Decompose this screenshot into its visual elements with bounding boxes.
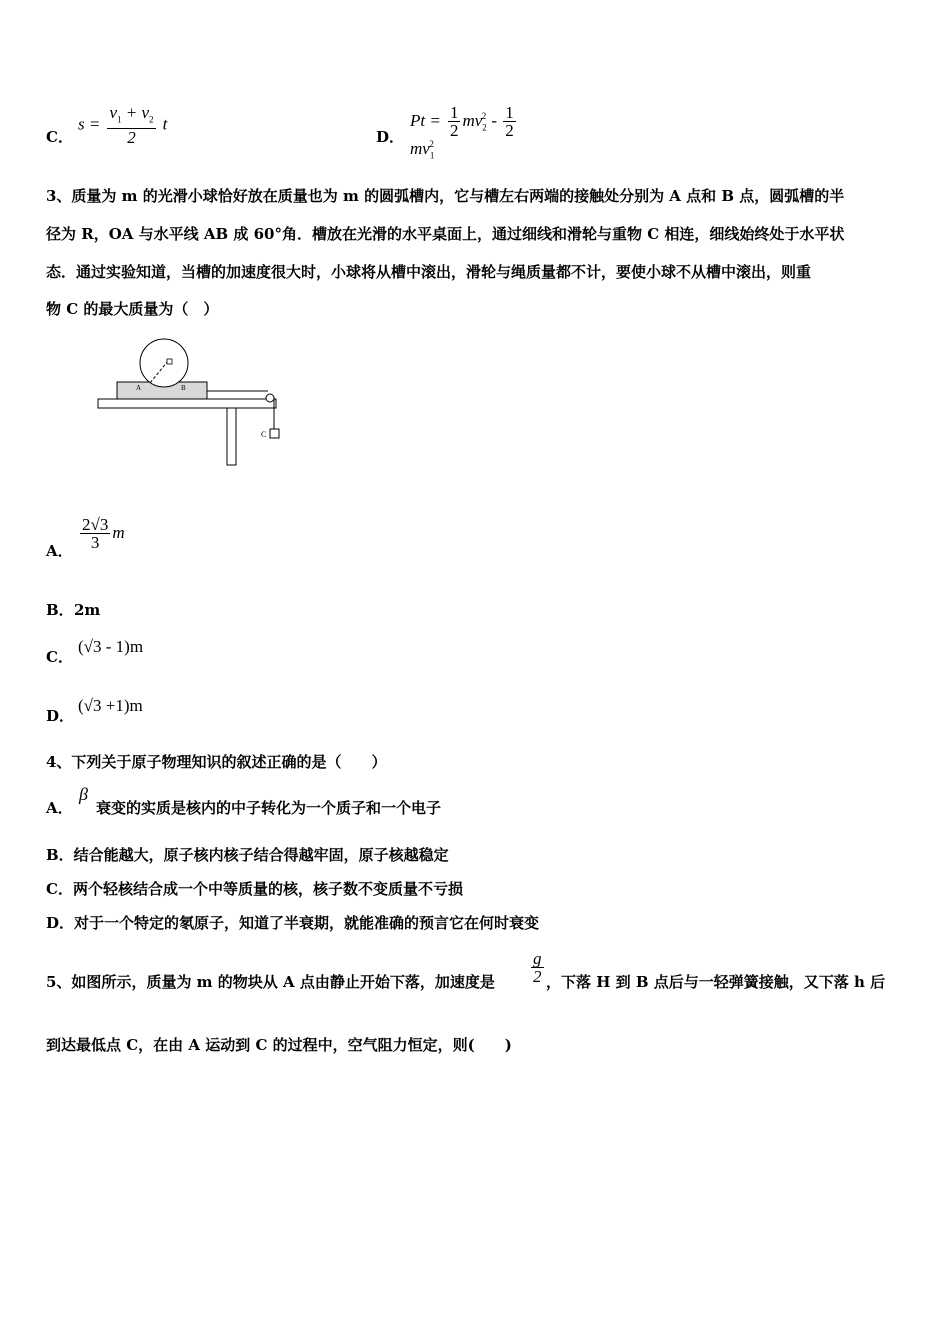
q3-option-a-label: A． xyxy=(46,542,73,560)
q3-option-a-formula xyxy=(78,516,125,551)
prev-option-c-formula: s = $\frac{v_1 + v_2}{2}$ t xyxy=(78,103,168,148)
q5-stem-line2: 到达最低点 C，在由 A 运动到 C 的过程中，空气阻力恒定，则( ) xyxy=(46,1036,512,1054)
q3-stem-line3: 态．通过实验知道，当槽的加速度很大时，小球将从槽中滚出，滑轮与绳质量都不计，要使小球不从槽中滚出，则重 xyxy=(46,263,812,281)
q4-option-d: D．对于一个特定的氡原子，知道了半衰期，就能准确的预言它在何时衰变 xyxy=(46,914,540,932)
weight-c xyxy=(270,429,279,438)
q4-option-a-text: 衰变的实质是核内的中子转化为一个质子和一个电子 xyxy=(96,799,442,817)
q3-figure xyxy=(90,335,290,470)
q4-option-a-label: A． xyxy=(46,799,73,817)
label-a: A xyxy=(136,384,142,392)
q3-stem-line2: 径为 R，OA 与水平线 AB 成 60°角．槽放在光滑的水平桌面上，通过细线和滑轮与重物 C 相连，细线始终处于水平状 xyxy=(46,225,845,243)
prev-option-c-label: C． xyxy=(46,128,73,146)
beta-symbol: β xyxy=(79,784,88,804)
q4-stem: 4、下列关于原子物理知识的叙述正确的是（ ） xyxy=(46,753,387,771)
q3-option-a-tail: m xyxy=(112,523,125,542)
q5-frac-den: 2 xyxy=(533,967,542,986)
q3-option-b-text: 2m xyxy=(74,601,101,619)
table-leg xyxy=(227,408,236,465)
q5-stem-part2: ，下落 H 到 B 点后与一轻弹簧接触，又下落 h 后 xyxy=(546,973,886,991)
q3-option-c-text: (√3 - 1)m xyxy=(78,637,144,656)
table-top xyxy=(98,399,276,408)
prev-option-d-formula: Pt = $\frac{1}{2}$ $mv_2^2$ - $\frac{1}{2}$ $mv_1^2$ xyxy=(410,103,514,161)
center-o xyxy=(167,359,172,364)
label-b: B xyxy=(181,384,186,392)
pulley xyxy=(266,394,274,402)
q4-option-b: B．结合能越大，原子核内核子结合得越牢固，原子核越稳定 xyxy=(46,846,449,864)
label-c: C xyxy=(261,430,267,439)
q3-option-a-denominator: 3 xyxy=(90,533,100,552)
q3-option-a-numerator: 2√3 xyxy=(82,515,109,534)
q3-option-b-label: B． xyxy=(46,601,74,619)
q3-stem-line4: 物 C 的最大质量为（ ） xyxy=(46,300,219,318)
velocity-average-fraction: $\frac{v_1 + v_2}{2}$ xyxy=(109,103,154,148)
prev-option-d-label: D． xyxy=(376,128,405,146)
q3-option-c-label: C． xyxy=(46,648,73,666)
q3-option-d-text: (√3 +1)m xyxy=(78,696,143,715)
q5-stem-part1: 5、如图所示，质量为 m 的物块从 A 点由静止开始下落，加速度是 xyxy=(46,973,495,991)
q4-option-c: C．两个轻核结合成一个中等质量的核，核子数不变质量不亏损 xyxy=(46,880,463,898)
q5-acceleration-fraction xyxy=(529,950,546,985)
q3-stem-line1: 3、质量为 m 的光滑小球恰好放在质量也为 m 的圆弧槽内，它与槽左右两端的接触处分别为 A 点和 B 点，圆弧槽的半 xyxy=(46,187,845,205)
q3-option-d-label: D． xyxy=(46,707,75,725)
ball xyxy=(140,339,188,387)
q5-frac-num: g xyxy=(533,949,542,968)
